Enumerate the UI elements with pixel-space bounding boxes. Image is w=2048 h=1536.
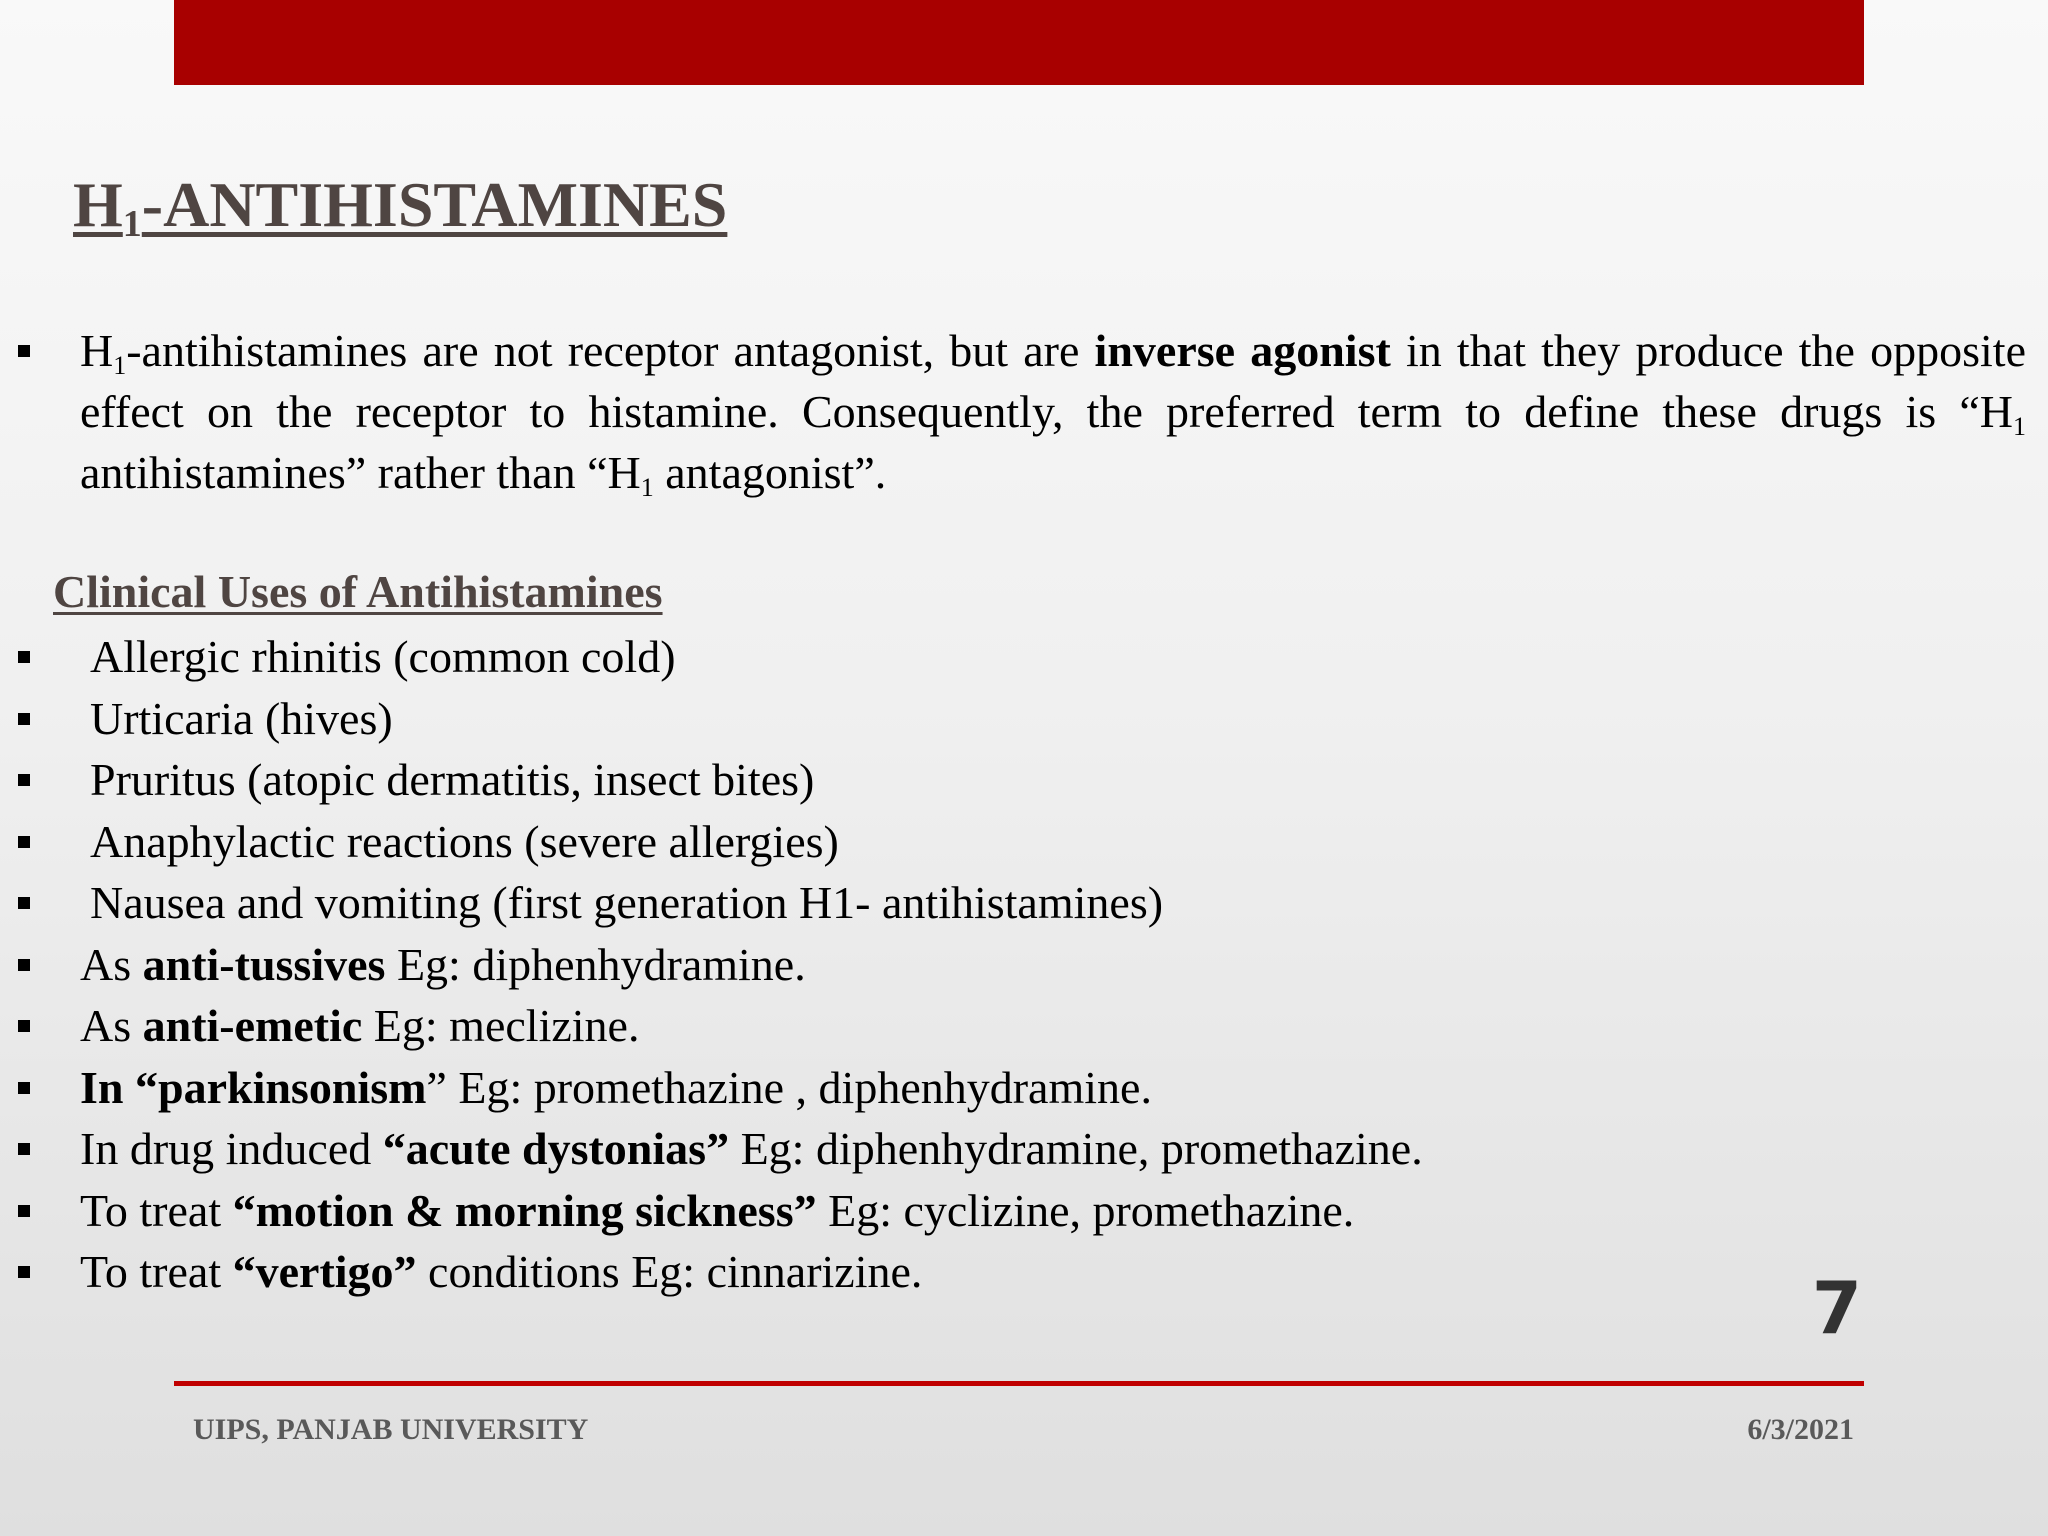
list-item xyxy=(0,626,1700,688)
bullet-square-icon xyxy=(18,1205,30,1217)
bullet-square-icon xyxy=(18,651,30,663)
intro-text-3: antihistamines” rather than “H xyxy=(80,447,641,498)
bullet-square-icon xyxy=(18,1082,30,1094)
top-accent-bar xyxy=(174,0,1864,85)
clinical-uses-heading: Clinical Uses of Antihistamines xyxy=(53,566,663,617)
list-item-text: Nausea and vomiting (first generation H1- antihistamines) xyxy=(90,877,1164,928)
intro-text-2: in that they produce the opposite effect on the receptor to histamine. Consequently, the preferred term to define these drugs is “H xyxy=(80,325,2026,437)
intro-text-4: antagonist”. xyxy=(653,447,887,498)
list-item-text: To treat “vertigo” conditions Eg: cinnarizine. xyxy=(80,1246,923,1297)
intro-paragraph xyxy=(80,320,2026,503)
list-item-text: Pruritus (atopic dermatitis, insect bites) xyxy=(90,754,815,805)
list-item-text: Anaphylactic reactions (severe allergies) xyxy=(90,815,839,867)
title-subscript: 1 xyxy=(122,203,142,245)
list-item xyxy=(0,872,1700,934)
bullet-square-icon xyxy=(18,1143,30,1155)
bullet-square-icon xyxy=(18,1266,30,1278)
list-item-text: Urticaria (hives) xyxy=(90,692,393,744)
intro-h: H xyxy=(80,325,114,376)
title-suffix: -ANTIHISTAMINES xyxy=(141,169,728,240)
intro-subscript-2: 1 xyxy=(2013,412,2026,441)
bullet-square-icon xyxy=(18,959,30,971)
footer-institution: UIPS, PANJAB UNIVERSITY xyxy=(193,1413,589,1446)
intro-bold-term: inverse agonist xyxy=(1094,325,1391,376)
list-item xyxy=(0,1241,1700,1303)
list-item xyxy=(0,1180,1700,1242)
list-item-text: In “parkinsonism” Eg: promethazine , diphenhydramine. xyxy=(80,1061,1152,1113)
bullet-square-icon xyxy=(18,774,30,786)
list-item xyxy=(0,1118,1700,1180)
list-item xyxy=(0,934,1700,996)
title-prefix: H xyxy=(73,169,123,240)
bullet-square-icon xyxy=(18,713,30,725)
list-item-text: In drug induced “acute dystonias” Eg: diphenhydramine, promethazine. xyxy=(80,1123,1423,1174)
list-item xyxy=(0,995,1700,1057)
intro-subscript-3: 1 xyxy=(640,473,654,502)
intro-text: -antihistamines are not receptor antagonist, but are xyxy=(126,325,1095,376)
intro-subscript: 1 xyxy=(113,351,127,380)
footer-divider xyxy=(174,1381,1864,1386)
footer-date: 6/3/2021 xyxy=(1747,1413,1854,1446)
clinical-uses-list xyxy=(0,626,1700,1303)
list-item xyxy=(0,749,1700,811)
list-item-text: Allergic rhinitis (common cold) xyxy=(90,631,676,682)
list-item-text: As anti-tussives Eg: diphenhydramine. xyxy=(80,938,806,990)
list-item xyxy=(0,1057,1700,1119)
list-item xyxy=(0,811,1700,873)
page-number: 7 xyxy=(1811,1266,1862,1350)
list-item-text: As anti-emetic Eg: meclizine. xyxy=(80,1000,640,1051)
list-item-text: To treat “motion & morning sickness” Eg: cyclizine, promethazine. xyxy=(80,1184,1355,1236)
bullet-square-icon xyxy=(18,897,30,909)
bullet-square-icon xyxy=(18,1020,30,1032)
list-item xyxy=(0,688,1700,750)
bullet-square-icon xyxy=(18,836,30,848)
bullet-square-icon xyxy=(18,345,30,357)
slide-title xyxy=(73,168,728,245)
